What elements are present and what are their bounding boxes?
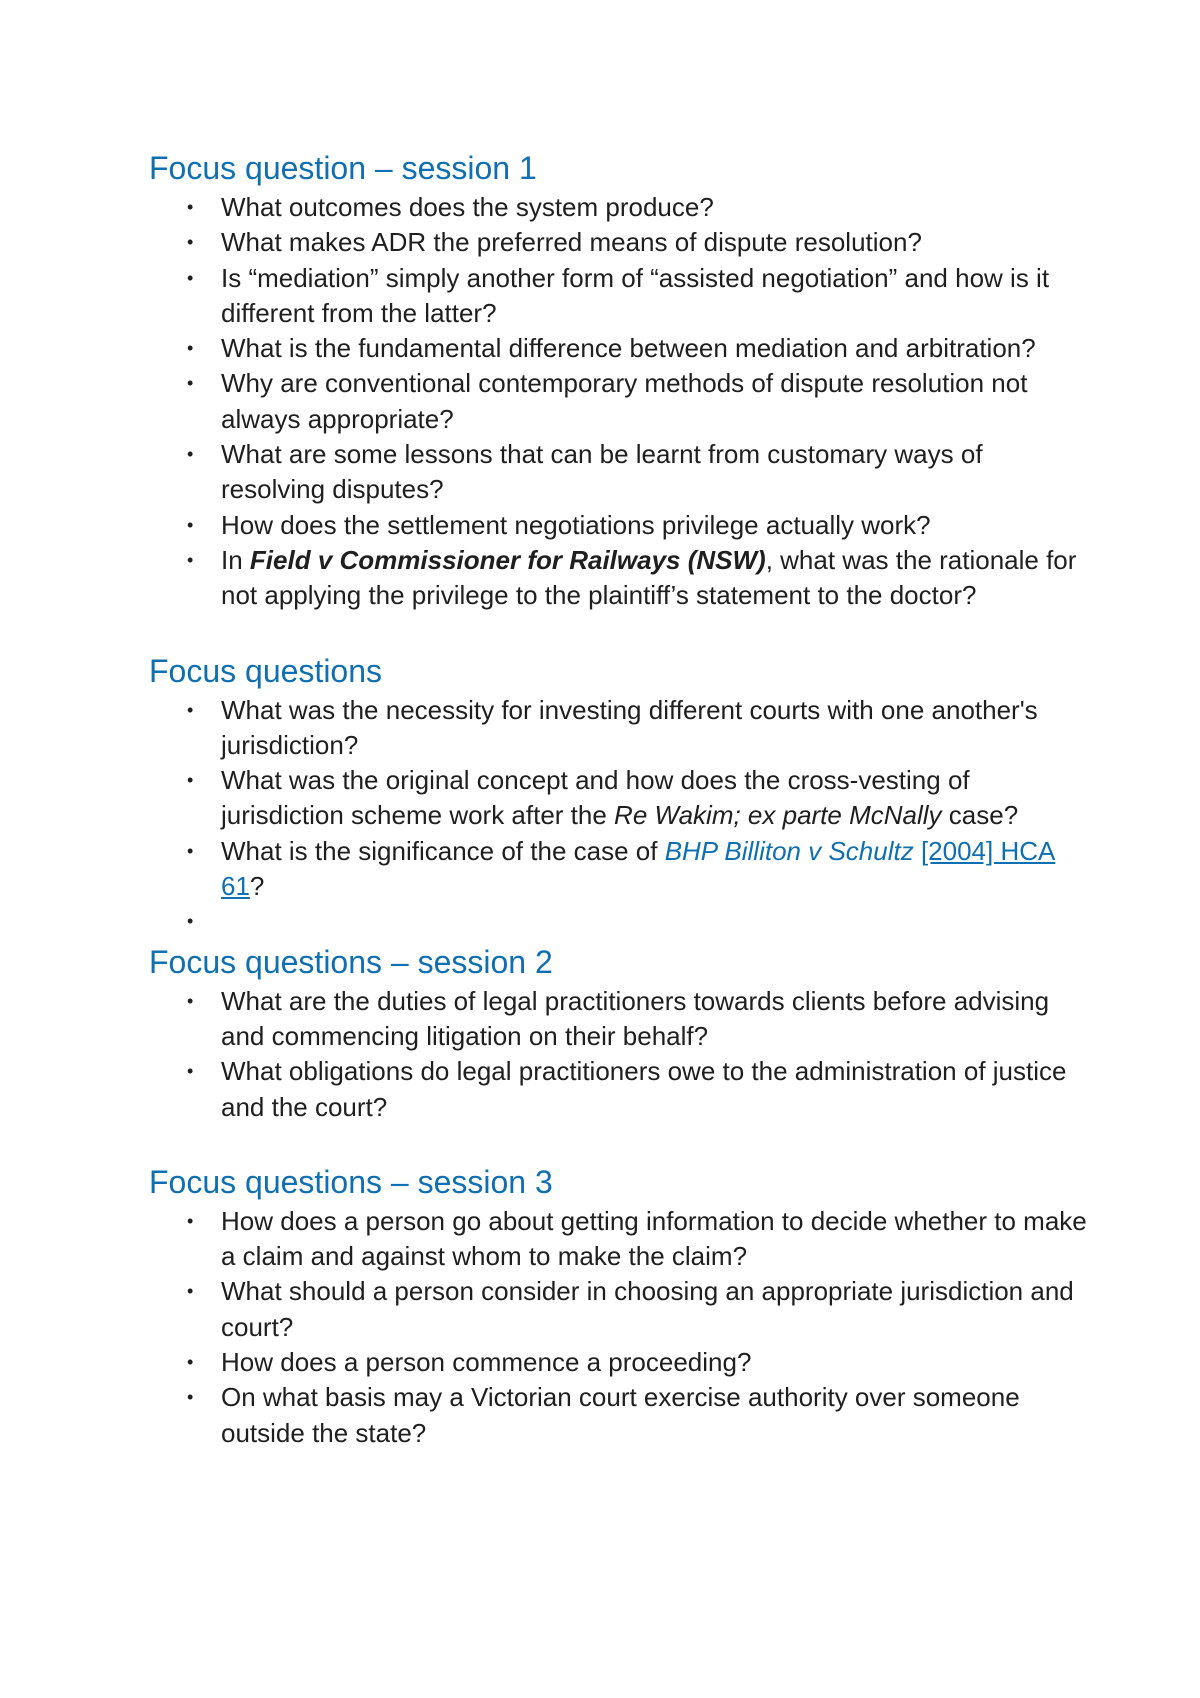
section-heading: Focus question – session 1 <box>149 150 537 186</box>
list-item <box>149 543 1089 614</box>
question-text: What was the necessity for investing different courts with one another's jurisdiction? <box>221 694 1038 760</box>
list-item <box>149 437 1089 508</box>
list-item-empty <box>149 904 1089 939</box>
bullet-icon: • <box>187 1061 194 1082</box>
question-prefix: In <box>221 544 250 575</box>
section-session-2 <box>149 940 1089 1125</box>
question-text: What are the duties of legal practitioners towards clients before advising and commencing litigation on their behalf? <box>221 985 1050 1051</box>
list-item <box>149 331 1089 366</box>
bullet-icon: • <box>187 990 194 1011</box>
bullet-icon: • <box>187 232 194 253</box>
bullet-icon: • <box>187 1352 194 1373</box>
question-list <box>149 1204 1089 1451</box>
bullet-icon: • <box>187 444 194 465</box>
section-heading: Focus questions <box>149 652 383 689</box>
case-name-link[interactable]: BHP Billiton v Schultz <box>664 835 914 866</box>
list-item <box>149 693 1089 764</box>
list-item <box>149 1204 1089 1275</box>
question-prefix: What is the significance of the case of <box>221 835 665 866</box>
section-heading: Focus questions – session 2 <box>149 943 553 980</box>
list-item <box>149 834 1089 905</box>
list-item <box>149 984 1089 1055</box>
section-spacer <box>149 1125 1089 1160</box>
question-text: What is the fundamental difference between mediation and arbitration? <box>221 333 1036 364</box>
list-item <box>149 1380 1089 1451</box>
bullet-icon: • <box>187 911 194 932</box>
question-list <box>149 190 1089 614</box>
question-text: What outcomes does the system produce? <box>221 192 714 222</box>
section-spacer <box>149 614 1089 649</box>
question-text: Why are conventional contemporary methods of dispute resolution not always appropriate? <box>221 368 1028 434</box>
list-item <box>149 1345 1089 1380</box>
bullet-icon: • <box>187 699 194 720</box>
question-text: What should a person consider in choosing an appropriate jurisdiction and court? <box>221 1276 1074 1342</box>
bullet-icon: • <box>187 840 194 861</box>
question-text: How does a person go about getting information to decide whether to make a claim and against whom to make the claim? <box>221 1205 1087 1272</box>
bullet-icon: • <box>187 770 194 791</box>
bullet-icon: • <box>187 1210 194 1231</box>
bullet-icon: • <box>187 1387 194 1408</box>
question-suffix: ? <box>249 871 265 902</box>
list-item <box>149 1054 1089 1125</box>
list-item <box>149 366 1089 437</box>
section-session-1 <box>149 146 1089 614</box>
question-list <box>149 693 1089 940</box>
question-text: Is “mediation” simply another form of “assisted negotiation” and how is it different from the latter? <box>221 262 1050 328</box>
list-item <box>149 508 1089 543</box>
question-text: What obligations do legal practitioners owe to the administration of justice and the court? <box>221 1056 1067 1122</box>
section-heading: Focus questions – session 3 <box>149 1163 553 1200</box>
question-suffix: , what was the rationale for not applying the privilege to the plaintiff’s statement to the doctor? <box>221 544 1077 611</box>
case-name: Re Wakim; ex parte McNally <box>614 800 942 831</box>
bullet-icon: • <box>187 267 194 288</box>
question-text: How does a person commence a proceeding? <box>221 1347 752 1378</box>
bullet-icon: • <box>187 338 194 359</box>
list-item <box>149 225 1089 260</box>
citation-link[interactable]: [2004] HCA 61 <box>221 835 1056 902</box>
question-text: What makes ADR the preferred means of dispute resolution? <box>221 227 922 258</box>
question-text: On what basis may a Victorian court exercise authority over someone outside the state? <box>221 1382 1020 1448</box>
bullet-icon: • <box>187 1281 194 1302</box>
list-item <box>149 1274 1089 1345</box>
question-text: How does the settlement negotiations privilege actually work? <box>221 509 931 540</box>
question-text: What are some lessons that can be learnt from customary ways of resolving disputes? <box>221 439 983 505</box>
list-item <box>149 763 1089 834</box>
section-session-3 <box>149 1160 1089 1451</box>
question-suffix: case? <box>941 800 1019 831</box>
case-name: Field v Commissioner for Railways (NSW) <box>249 544 766 575</box>
list-item <box>149 261 1089 332</box>
document-body <box>149 146 1089 1451</box>
section-focus-questions <box>149 649 1089 940</box>
bullet-icon: • <box>187 549 194 570</box>
question-list <box>149 984 1089 1125</box>
bullet-icon: • <box>187 514 194 535</box>
question-prefix: What was the original concept and how does the cross-vesting of jurisdiction scheme work after the <box>221 765 970 831</box>
space <box>914 836 921 866</box>
bullet-icon: • <box>187 197 194 217</box>
list-item <box>149 190 1089 225</box>
bullet-icon: • <box>187 373 194 394</box>
